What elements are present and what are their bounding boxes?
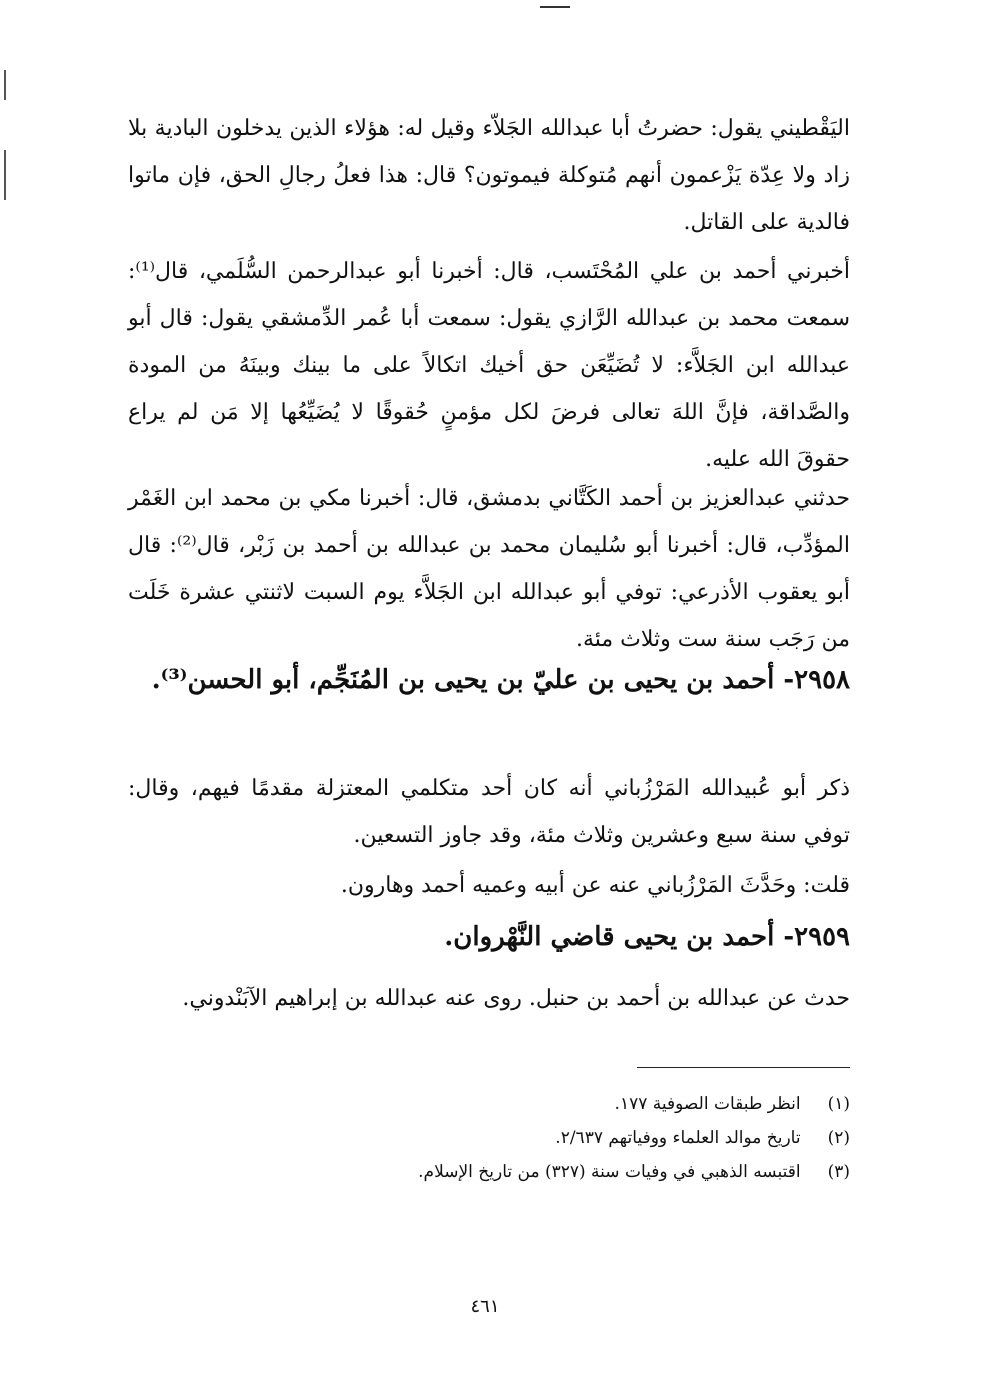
entry-heading-2958: ٢٩٥٨- أحمد بن يحيى بن عليّ بن يحيى بن المُنَجِّم، أبو الحسن⁽³⁾. [151, 665, 850, 695]
binding-mark [4, 70, 6, 100]
top-mark [540, 6, 570, 8]
footnote-text: تاريخ موالد العلماء ووفياتهم ٢/٦٣٧. [555, 1128, 801, 1148]
footnote-number: (٣) [827, 1162, 850, 1182]
page-number: ٤٦١ [470, 1296, 500, 1317]
entry-heading-2959: ٢٩٥٩- أحمد بن يحيى قاضي النَّهْروان. [444, 922, 850, 952]
paragraph-5: قلت: وحَدَّثَ المَرْزُباني عنه عن أبيه وعميه أحمد وهارون. [340, 873, 850, 898]
footnote-text: اقتبسه الذهبي في وفيات سنة (٣٢٧) من تاريخ الإسلام. [418, 1162, 801, 1182]
paragraph-3: حدثني عبدالعزيز بن أحمد الكَتَّاني بدمشق، قال: أخبرنا مكي بن محمد ابن الغَمْر المؤدِّب، قال: أخبرنا أبو سُليمان محمد بن عبدالله بن أحمد بن زَبْر، قال⁽²⁾: قال أبو يعقوب الأذرعي: توفي أبو عبدالله ابن الجَلاَّء يوم السبت لاثنتي عشرة خَلَت من رَجَب سنة ست وثلاث مئة. [128, 486, 850, 652]
footnote-3 [128, 1155, 850, 1189]
footnote-2 [128, 1121, 850, 1155]
binding-mark [4, 150, 6, 200]
paragraph-6: حدث عن عبدالله بن أحمد بن حنبل. روى عنه عبدالله بن إبراهيم الآبَنْدوني. [182, 986, 850, 1011]
paragraph-1: اليَقْطيني يقول: حضرتُ أبا عبدالله الجَلاّء وقيل له: هؤلاء الذين يدخلون البادية بلا زاد ولا عِدّة يَزْعمون أنهم مُتوكلة فيموتون؟ قال: هذا فعلُ رجالِ الحق، فإن ماتوا فالدية على القاتل. [128, 116, 850, 235]
footnote-text: انظر طبقات الصوفية ١٧٧. [614, 1094, 801, 1114]
footnote-number: (١) [827, 1094, 850, 1114]
paragraph-4: ذكر أبو عُبيدالله المَرْزُباني أنه كان أحد متكلمي المعتزلة مقدمًا فيهم، وقال: توفي سنة سبع وعشرين وثلاث مئة، وقد جاوز التسعين. [128, 776, 850, 848]
footnote-separator [637, 1067, 850, 1068]
footnote-1 [128, 1087, 850, 1121]
footnote-number: (٢) [827, 1128, 850, 1148]
paragraph-2: أخبرني أحمد بن علي المُحْتَسب، قال: أخبرنا أبو عبدالرحمن السُّلَمي، قال⁽¹⁾: سمعت محمد بن عبدالله الرَّازي يقول: سمعت أبا عُمر الدِّمشقي يقول: قال أبو عبدالله ابن الجَلاَّء: لا تُضَيِّعَن حق أخيك اتكالاً على ما بينك وبينَهُ من المودة والصَّداقة، فإنَّ اللهَ تعالى فرضَ لكل مؤمنٍ حُقوقًا لا يُضَيِّعُها إلا مَن لم يراع حقوقَ الله عليه. [128, 259, 850, 472]
footnotes [128, 1087, 850, 1189]
